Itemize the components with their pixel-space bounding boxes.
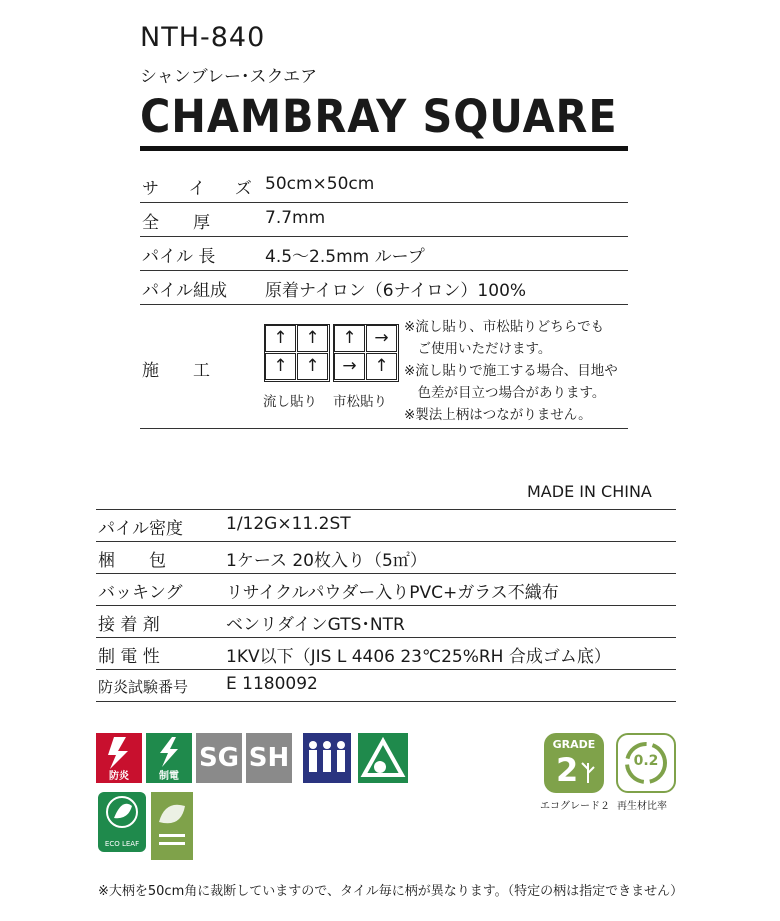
pattern-checker-diagram (333, 324, 399, 382)
spec-row-pile-length (140, 237, 628, 271)
sh-mark-icon: SH (246, 733, 292, 783)
spec-value: 50cm×50cm (265, 174, 375, 194)
spec-value: リサイクルパウダー入りPVC+ガラス不織布 (226, 583, 559, 603)
spec-label: パイル密度 (98, 519, 183, 539)
people-mark-icon (303, 733, 351, 783)
spec-label: 防炎試験番号 (98, 678, 189, 696)
arrow-up-icon: ↑ (265, 325, 296, 352)
recycle-caption: 再生材比率 (617, 801, 667, 812)
spec-value: 原着ナイロン（6ナイロン）100% (265, 281, 527, 301)
spec-value: E 1180092 (226, 674, 318, 694)
eco-leaf-text: ECO LEAF (104, 840, 140, 848)
product-name: CHAMBRAY SQUARE (140, 90, 618, 143)
footnote: ※大柄を50cm角に裁断していますので、タイル毎に柄が異なります。（特定の柄は指定できません） (98, 884, 684, 899)
pattern-flow-caption: 流し貼り (263, 394, 317, 410)
spec-label: 全 厚 (142, 213, 210, 233)
recycle-ratio-icon (616, 733, 676, 793)
section-rule (140, 428, 628, 429)
eco-grade-icon (544, 733, 604, 793)
note-line: ご使用いただけます。 (404, 341, 552, 357)
spec-value: 1ケース 20枚入り（5㎡） (226, 551, 427, 571)
spec-row-packing (96, 542, 676, 574)
spec-label: 接 着 剤 (98, 615, 160, 635)
eco-leaf-icon (98, 792, 146, 852)
spec-label: 梱 包 (98, 551, 166, 571)
pattern-flow-diagram (264, 324, 330, 382)
note-line: 色差が目立つ場合があります。 (404, 385, 606, 401)
grade-text: GRADE (552, 738, 596, 751)
spec-label: 制 電 性 (98, 647, 160, 667)
note-line: ※製法上柄はつながりません。 (404, 407, 592, 423)
note-line: ※流し貼りで施工する場合、目地や (404, 363, 618, 379)
spec-row-adhesive (96, 606, 676, 638)
arrow-right-icon: → (334, 353, 365, 380)
eco-grade-caption: エコグレード２ (540, 801, 610, 812)
spec-label: パイル 長 (142, 247, 216, 267)
arrow-up-icon: ↑ (297, 353, 328, 380)
installation-label: 施 工 (142, 361, 210, 381)
spec-row-backing (96, 574, 676, 606)
spec-row-antistatic (96, 638, 676, 670)
recycle-value: 0.2 (633, 753, 659, 769)
arrow-up-icon: ↑ (366, 353, 397, 380)
spec-row-pile-density (96, 510, 676, 542)
antistatic-text: 制電 (159, 771, 179, 782)
arrow-up-icon: ↑ (334, 325, 365, 352)
triangle-mark-icon (358, 733, 408, 783)
spec-label: パイル組成 (142, 281, 227, 301)
certification-leaf-icon (151, 792, 193, 860)
arrow-up-icon: ↑ (297, 325, 328, 352)
product-code: NTH-840 (140, 22, 266, 53)
made-in-label: MADE IN CHINA (527, 482, 652, 501)
spec-value: 1KV以下（JIS L 4406 23℃25%RH 合成ゴム底） (226, 647, 611, 667)
spec-value: ベンリダインGTS･NTR (226, 615, 405, 635)
fireproof-text: 防炎 (109, 771, 129, 782)
installation-notes (404, 316, 618, 426)
spec-row-size (140, 170, 628, 203)
spec-row-fireproof-number (96, 670, 676, 702)
spec-label: サ イ ズ (142, 179, 264, 199)
arrow-right-icon: → (366, 325, 397, 352)
fireproof-mark-icon (96, 733, 142, 783)
spec-row-pile-composition (140, 271, 628, 305)
pattern-checker-caption: 市松貼り (333, 394, 387, 410)
arrow-up-icon: ↑ (265, 353, 296, 380)
spec-value: 7.7mm (265, 208, 326, 228)
product-name-kana: シャンブレー･スクエア (140, 67, 318, 87)
spec-label: バッキング (98, 583, 183, 603)
spec-row-thickness (140, 203, 628, 237)
grade-number: 2 (556, 751, 579, 789)
sg-mark-icon: SG (196, 733, 242, 783)
header-rule (140, 146, 628, 151)
spec-value: 4.5〜2.5mm ループ (265, 247, 425, 267)
note-line: ※流し貼り、市松貼りどちらでも (404, 319, 605, 335)
antistatic-mark-icon (146, 733, 192, 783)
spec-value: 1/12G×11.2ST (226, 514, 351, 534)
